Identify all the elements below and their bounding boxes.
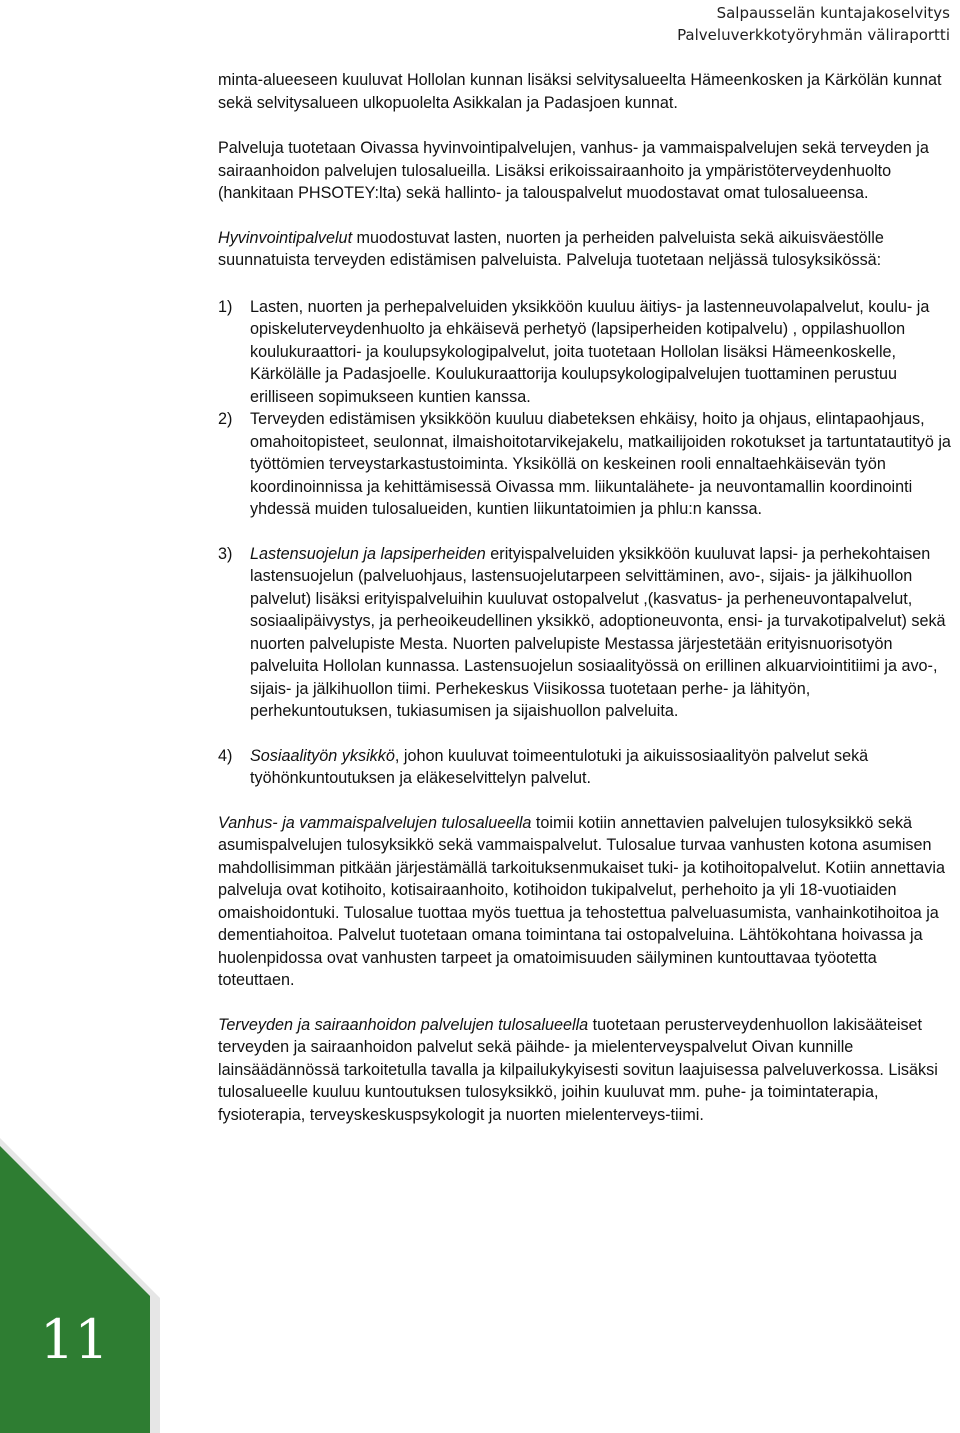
emphasis-elderly-services: Vanhus- ja vammaispalvelujen tulosalueella — [218, 813, 532, 832]
corner-green-triangle — [0, 1146, 150, 1433]
spacer — [218, 790, 954, 812]
list-number-1: 1) — [218, 297, 233, 316]
list-item-4 — [218, 745, 954, 790]
emphasis-welfare-services: Hyvinvointipalvelut — [218, 228, 353, 247]
paragraph-service-areas: Palveluja tuotetaan Oivassa hyvinvointipalvelujen, vanhus- ja vammaispalvelujen sekä terveyden ja sairaanhoidon palvelujen tulosalueilla. Lisäksi erikoissairaanhoito ja ympäristöterveydenhuolto (hankitaan PHSOTEY:lta) sekä hallinto- ja talouspalvelut muodostavat omat tulosalueensa. — [218, 139, 929, 202]
list-item-1 — [218, 296, 954, 409]
paragraph-health-services — [218, 1014, 954, 1127]
list-item-2 — [218, 408, 954, 521]
page-header — [677, 2, 950, 46]
welfare-services-text: muodostuvat lasten, nuorten ja perheiden palveluista sekä aikuisväestölle suunnatuista terveyden edistämisen palveluista. Palveluja tuotetaan neljässä tulosyksikössä: — [218, 228, 884, 269]
emphasis-social-work: Sosiaalityön yksikkö — [250, 746, 395, 765]
list-number-3: 3) — [218, 544, 233, 563]
emphasis-child-protection: Lastensuojelun ja lapsiperheiden — [250, 544, 486, 563]
paragraph-welfare-services — [218, 227, 954, 272]
health-services-text: tuotetaan perusterveydenhuollon lakisääteiset terveyden ja sairaanhoidon palvelut sekä päihde- ja mielenterveyspalvelut Oivan kunnille lainsäädännössä tarkoitetulla tavalla ja kilpailukykyisesti sovitun laajuisessa palveluverkossa. Lisäksi tulosalueelle kuuluu kuntoutuksen tulosyksikkö, joihin kuuluvat mm. puhe- ja toimintaterapia, fysioterapia, terveyskeskuspsykologit ja nuorten mielenterveys-tiimi. — [218, 1015, 938, 1124]
list-number-2: 2) — [218, 410, 233, 428]
list-item-3-text — [250, 545, 946, 721]
list-item-2-text: Terveyden edistämisen yksikköön kuuluu diabeteksen ehkäisy, hoito ja ohjaus, elintapaohjaus, omahoitopisteet, seulonnat, ilmaishoitotarvikejakelu, matkailijoiden rokotukset ja tartuntatautityö ja työttömien terveystarkastustoiminta. Yksiköllä on keskeinen rooli ennaltaehkäisevän työn koordinoinnissa ja kehittämisessä Oivassa mm. liikuntalähete- ja neuvontamallin koordinointi yhdessä muiden tulosalueiden, kuntien liikuntatoimien ja phlu:n kanssa. — [250, 410, 951, 518]
spacer — [218, 521, 954, 543]
paragraph-elderly-services — [218, 812, 954, 992]
header-report-series: Salpausselän kuntajakoselvitys — [716, 4, 950, 22]
page-number: 11 — [40, 1308, 109, 1371]
spacer — [218, 723, 954, 745]
list-item-3 — [218, 543, 954, 723]
page-body — [218, 69, 954, 1148]
paragraph-intro: minta-alueeseen kuuluvat Hollolan kunnan lisäksi selvitysalueelta Hämeenkosken ja Kärkölän kunnat sekä selvitysalueen ulkopuolelta Asikkalan ja Padasjoen kunnat. — [218, 71, 942, 112]
page-corner-decoration — [0, 1138, 160, 1433]
list-item-3-rest: erityispalveluiden yksikköön kuuluvat lapsi- ja perhekohtaisen lastensuojelun (palveluohjaus, lastensuojelutarpeen selvittäminen, avo-, sijais- ja jälkihuollon palvelut) lisäksi erityispalveluihin kuuluvat ostopalvelut ,(kasvatus- ja perheneuvontapalvelut, sosiaalipäivystys, ja perheoikeudellinen yksikkö, adoptioneuvonta, ensi- ja turvakotipalvelut) sekä nuorten palvelupiste Mesta. Nuorten palvelupiste Mestassa järjestetään erityisnuorisotyön palveluita Hollolan kunnassa. Lastensuojelun sosiaalityössä on erillinen alkuarviointitiimi ja avo-, sijais- ja jälkihuollon tiimi. Perhekeskus Viisikossa tuotetaan perhe- ja lähityön, perhekuntoutuksen, tukiasumisen ja sijaishuollon palveluita. — [250, 544, 946, 720]
corner-triangle — [0, 1138, 160, 1433]
list-item-4-rest: , johon kuuluvat toimeentulotuki ja aikuissosiaalityön palvelut sekä työhönkuntoutuksen ja eläkeselvittelyn palvelut. — [250, 746, 869, 787]
elderly-services-text: toimii kotiin annettavien palvelujen tulosyksikkö sekä asumispalvelujen tulosyksikkö sekä vammaispalvelut. Tulosalue turvaa vanhusten kotona asumisen mahdollisimman pitkään järjestämällä tarkoituksenmukaiset tuki- ja kotihoitopalvelut. Kotiin annettavia palveluja ovat kotihoito, kotisairaanhoito, kotihoidon tukipalvelut, perhehoito ja yli 18-vuotiaiden omaishoidontuki. Tulosalue tuottaa myös tuettua ja tehostettua palveluasumista, vanhainkotihoitoa ja dementiahoitoa. Palvelut tuotetaan omana toimintana tai ostopalveluina. Lähtökohtana hoivassa ja huolenpidossa ovat vanhusten tarpeet ja omatoimisuuden säilyminen kuntouttavaa työotetta toteuttaen. — [218, 813, 945, 989]
list-item-1-text: Lasten, nuorten ja perhepalveluiden yksikköön kuuluu äitiys- ja lastenneuvolapalvelut, koulu- ja opiskeluterveydenhuolto ja ehkäisevä perhetyö (lapsiperheiden kotipalvelu) , oppilashuollon koulukuraattori- ja koulupsykologipalvelut, joita tuotetaan Hollolan lisäksi Hämeenkoskelle, Kärkölälle ja Padasjoelle. Koulukuraattorija koulupsykologipalvelujen tuottaminen perustuu erilliseen sopimukseen kuntien kanssa. — [250, 297, 930, 406]
emphasis-health-services: Terveyden ja sairaanhoidon palvelujen tulosalueella — [218, 1015, 589, 1034]
list-number-4: 4) — [218, 746, 233, 765]
header-report-title: Palveluverkkotyöryhmän väliraportti — [677, 26, 950, 44]
list-item-4-text — [250, 747, 868, 788]
